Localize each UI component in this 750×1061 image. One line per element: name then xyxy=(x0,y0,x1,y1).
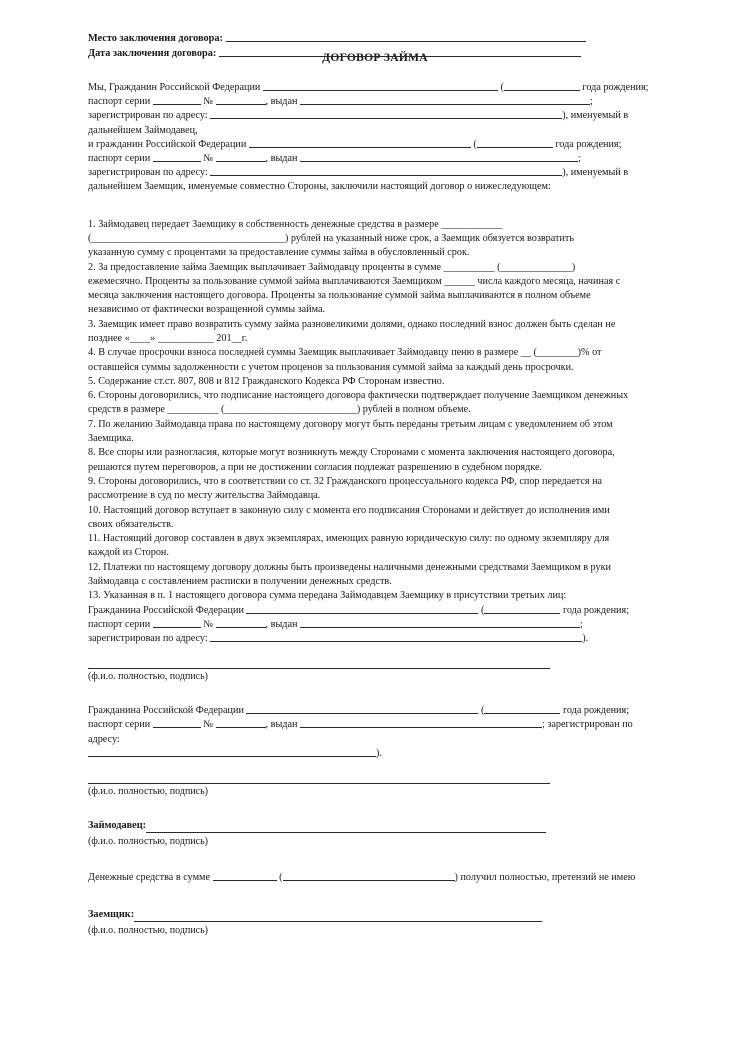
witness-first-address-input[interactable] xyxy=(210,632,582,642)
witness-first-passport-number-input[interactable] xyxy=(216,618,266,628)
clause-6-line: 6. Стороны договорились, что подписание настоящего договора фактически подтверждает получение Заемщиком денежных xyxy=(88,390,629,402)
borrower-role-row: дальнейшем Заемщик, именуемые совместно Стороны, заключили настоящий договор о нижеследующем: xyxy=(88,181,551,193)
witness-second-passport-number-input[interactable] xyxy=(216,719,266,729)
witness-second-signature-caption: (ф.и.о. полностью, подпись) xyxy=(88,786,208,798)
borrower-address-input[interactable] xyxy=(210,167,562,177)
borrower-intro-label: и гражданин Российской Федерации xyxy=(88,138,247,150)
lender-birth-suffix: года рождения; xyxy=(582,82,649,93)
witness-first-name-input[interactable] xyxy=(246,604,478,614)
clause-12-line: Займодавца с составлением расписки в получении денежных средств. xyxy=(88,576,392,588)
clause-8-line: 8. Все споры или разногласия, которые могут возникнуть между Сторонами с момента заключения настоящего договора, xyxy=(88,447,615,459)
place-of-conclusion-row xyxy=(88,32,660,47)
witness-first-name-row xyxy=(88,604,660,618)
witness-first-issued-by-input[interactable] xyxy=(300,618,580,628)
clause-7-line: 7. По желанию Займодавца права по настоящему договору могут быть переданы третьим лицам с уведомлением об этом xyxy=(88,418,613,430)
witness-first-passport-row xyxy=(88,618,660,632)
borrower-signature-caption: (ф.и.о. полностью, подпись) xyxy=(88,924,208,936)
lender-signature-label: Займодавец: xyxy=(88,820,147,832)
witness-first-block xyxy=(88,604,660,647)
lender-intro-label: Мы, Гражданин Российской Федерации xyxy=(88,82,261,93)
witness-second-passport-row xyxy=(88,718,660,746)
clause-3-line: позднее «____» ___________ 201__г. xyxy=(88,333,248,344)
clause-7-line: Заемщика. xyxy=(88,433,134,445)
lender-birth-input[interactable] xyxy=(504,81,580,91)
borrower-issued-by-input[interactable] xyxy=(300,152,578,162)
clause-8 xyxy=(88,446,660,475)
clause-2-line: 2. За предоставление займа Заемщик выплачивает Займодавцу проценты в сумме __________ (______________) xyxy=(88,261,576,273)
witness-second-name-row xyxy=(88,704,660,718)
clause-9 xyxy=(88,475,660,504)
borrower-birth-open-paren: ( xyxy=(473,138,477,150)
spacer-after-witness-second xyxy=(88,761,660,783)
borrower-birth-suffix: года рождения; xyxy=(555,138,622,150)
borrower-signature-block xyxy=(88,908,660,938)
lender-signature-caption: (ф.и.о. полностью, подпись) xyxy=(88,836,208,848)
place-of-conclusion-label: Место заключения договора: xyxy=(88,33,223,44)
place-of-conclusion-input[interactable] xyxy=(226,32,586,42)
borrower-signature-input[interactable] xyxy=(134,910,542,922)
clause-6-line: средств в размере __________ (__________________________) рублей в полном объеме. xyxy=(88,404,471,416)
witness-first-signature-rule[interactable] xyxy=(88,668,550,669)
clause-7 xyxy=(88,418,660,447)
witness-first-address-row xyxy=(88,632,660,646)
witness-first-issued-label: , выдан xyxy=(265,618,298,630)
lender-birth-open-paren: ( xyxy=(500,82,504,93)
witness-first-birth-suffix: года рождения; xyxy=(562,604,630,616)
lender-passport-row xyxy=(88,95,660,109)
clause-1-line: 1. Займодавец передает Заемщику в собственность денежные средства в размере ____________ xyxy=(88,218,503,230)
clause-5-line: 5. Содержание ст.ст. 807, 808 и 812 Гражданского Кодекса РФ Сторонам известно. xyxy=(88,375,445,387)
witness-second-birth-open-paren: ( xyxy=(481,705,485,717)
borrower-passport-number-input[interactable] xyxy=(216,152,266,162)
receipt-suffix-label: ) получил полностью, претензий не имею xyxy=(454,872,636,884)
lender-passport-label: паспорт серии xyxy=(88,96,151,108)
lender-signature-row xyxy=(88,819,660,833)
witness-second-address-row xyxy=(88,747,660,761)
borrower-passport-number-symbol: № xyxy=(203,153,213,165)
clauses-section xyxy=(88,218,660,604)
lender-signature-input[interactable] xyxy=(146,821,546,833)
receipt-open-paren: ( xyxy=(279,872,283,884)
clause-12 xyxy=(88,561,660,590)
borrower-issued-label: , выдан xyxy=(265,153,298,165)
borrower-passport-label: паспорт серии xyxy=(88,153,151,165)
spacer-after-witness-first xyxy=(88,646,660,668)
clause-2 xyxy=(88,261,660,318)
spacer-before-lender-signature xyxy=(88,797,660,819)
clause-3 xyxy=(88,318,660,347)
witness-second-birth-suffix: года рождения; xyxy=(562,705,630,717)
lender-party-block xyxy=(88,81,660,138)
parties-section xyxy=(88,81,660,195)
clause-4-line: 4. В случае просрочки взноса последней суммы Заемщик выплачивает Займодавцу пеню в размере __ (________)% от xyxy=(88,347,602,359)
agreement-header xyxy=(88,32,660,61)
witness-second-birth-input[interactable] xyxy=(484,705,560,715)
clause-12-line: 12. Платежи по настоящему договору должны быть произведены наличными денежными средствами Заемщиком в руки xyxy=(88,561,612,573)
lender-name-input[interactable] xyxy=(263,81,498,91)
witness-second-passport-series-input[interactable] xyxy=(153,719,201,729)
witness-first-birth-open-paren: ( xyxy=(481,604,485,616)
clause-1 xyxy=(88,218,660,261)
witness-second-closing: ). xyxy=(376,747,382,759)
clause-3-line: 3. Заемщик имеет право возвратить сумму займа разновеликими долями, однако последний взнос должен быть сделан не xyxy=(88,318,616,330)
clause-2-line: ежемесячно. Проценты за пользование суммой займа выплачиваются Заемщиком ______ числа каждого месяца, начиная с xyxy=(88,275,621,287)
clause-10 xyxy=(88,504,660,533)
clause-1-line: указанную сумму с процентами за предоставление суммы займа в обусловленный срок. xyxy=(88,247,470,259)
lender-issued-label: , выдан xyxy=(265,96,298,108)
witness-second-name-input[interactable] xyxy=(246,705,478,715)
clause-1-line: (______________________________________) рублей на указанный ниже срок, а Заемщик обязуется возвратить xyxy=(88,232,575,244)
witness-second-passport-label: паспорт серии xyxy=(88,719,151,731)
clause-2-line: месяца заключения настоящего договора. Проценты за пользование суммой займа выплачиваются в полном объеме xyxy=(88,290,591,302)
document-body xyxy=(88,0,660,938)
receipt-prefix-label: Денежные средства в сумме xyxy=(88,872,210,884)
receipt-amount-words-input[interactable] xyxy=(283,872,455,882)
witness-second-issued-label: , выдан xyxy=(265,719,298,731)
clause-9-line: 9. Стороны договорились, что в соответствии со ст. 32 Гражданского процессуального кодекса РФ, спор передается на xyxy=(88,475,603,487)
lender-passport-series-input[interactable] xyxy=(153,96,201,106)
witness-first-birth-input[interactable] xyxy=(484,604,560,614)
lender-address-label: зарегистрирован по адресу: xyxy=(88,110,208,122)
witness-second-intro-label: Гражданина Российской Федерации xyxy=(88,705,244,717)
witness-second-block xyxy=(88,704,660,761)
clause-6 xyxy=(88,389,660,418)
borrower-signature-row xyxy=(88,908,660,922)
lender-name-row xyxy=(88,81,660,95)
lender-role-row: дальнейшем Займодавец, xyxy=(88,124,198,136)
witness-second-issued-by-input[interactable] xyxy=(300,719,542,729)
borrower-address-label: зарегистрирован по адресу: xyxy=(88,167,208,179)
clause-4 xyxy=(88,346,660,375)
borrower-birth-input[interactable] xyxy=(477,138,553,148)
clause-11-line: каждой из Сторон. xyxy=(88,547,169,559)
lender-address-input[interactable] xyxy=(210,110,562,120)
witness-second-passport-number-symbol: № xyxy=(203,719,213,731)
receipt-amount-input[interactable] xyxy=(213,872,277,882)
borrower-passport-series-input[interactable] xyxy=(153,152,201,162)
borrower-named-suffix: ), именуемый в xyxy=(562,167,629,179)
spacer-before-witness-second xyxy=(88,682,660,704)
receipt-statement-row xyxy=(88,871,660,885)
clause-11 xyxy=(88,532,660,561)
clause-9-line: рассмотрение в суд по месту жительства Займодавца. xyxy=(88,490,321,502)
date-of-conclusion-label: Дата заключения договора: xyxy=(88,47,217,59)
borrower-address-row xyxy=(88,166,660,180)
clause-13 xyxy=(88,589,660,603)
witness-first-signature-caption: (ф.и.о. полностью, подпись) xyxy=(88,671,208,683)
lender-address-row xyxy=(88,109,660,123)
clause-5 xyxy=(88,375,660,389)
witness-first-address-label: зарегистрирован по адресу: xyxy=(88,633,208,645)
borrower-party-block xyxy=(88,138,660,195)
lender-issued-by-input[interactable] xyxy=(300,96,590,106)
witness-first-passport-number-symbol: № xyxy=(203,618,213,630)
borrower-name-input[interactable] xyxy=(249,138,471,148)
borrower-passport-row xyxy=(88,152,660,166)
witness-second-address-input[interactable] xyxy=(88,747,376,757)
spacer-before-receipt xyxy=(88,849,660,871)
date-of-conclusion-input[interactable] xyxy=(219,47,581,57)
spacer-before-borrower-signature xyxy=(88,886,660,908)
lender-named-suffix: ), именуемый в xyxy=(562,110,629,122)
lender-passport-number-input[interactable] xyxy=(216,96,266,106)
lender-signature-block xyxy=(88,819,660,849)
clause-2-line: независимо от фактически возращенной суммы займа. xyxy=(88,304,326,316)
clause-10-line: 10. Настоящий договор вступает в законную силу с момента его подписания Сторонами и действует до исполнения ими xyxy=(88,504,610,516)
clause-8-line: решаются путем переговоров, а при не достижении согласия подлежат разрешению в судебном порядке. xyxy=(88,461,543,473)
clause-10-line: своих обязательств. xyxy=(88,518,174,530)
witness-first-passport-series-input[interactable] xyxy=(153,618,201,628)
clause-11-line: 11. Настоящий договор составлен в двух экземплярах, имеющих равную юридическую силу: по одному экземпляру для xyxy=(88,533,610,545)
clause-4-line: оставшейся суммы задолженности с учетом проценов за пользования суммой займа за каждый день просрочки. xyxy=(88,361,574,373)
clause-13-line: 13. Указанная в п. 1 настоящего договора сумма передана Займодавцем Заемщику в присутствии третьих лиц: xyxy=(88,590,567,602)
borrower-passport-semicolon: ; xyxy=(578,153,581,165)
lender-passport-semicolon: ; xyxy=(590,96,593,108)
page-title: ДОГОВОР ЗАЙМА xyxy=(322,52,428,64)
witness-second-registered-tail: ; зарегистрирован по адресу: xyxy=(88,719,633,745)
borrower-signature-label: Заемщик: xyxy=(88,908,135,920)
lender-passport-number-symbol: № xyxy=(203,96,213,108)
witness-first-semicolon: ; xyxy=(580,618,583,630)
witness-first-intro-label: Гражданина Российской Федерации xyxy=(88,604,244,616)
witness-first-closing: ). xyxy=(582,633,589,645)
borrower-name-row xyxy=(88,138,660,152)
witness-second-signature-rule[interactable] xyxy=(88,783,550,784)
witness-first-passport-label: паспорт серии xyxy=(88,618,151,630)
date-of-conclusion-row xyxy=(88,47,660,62)
